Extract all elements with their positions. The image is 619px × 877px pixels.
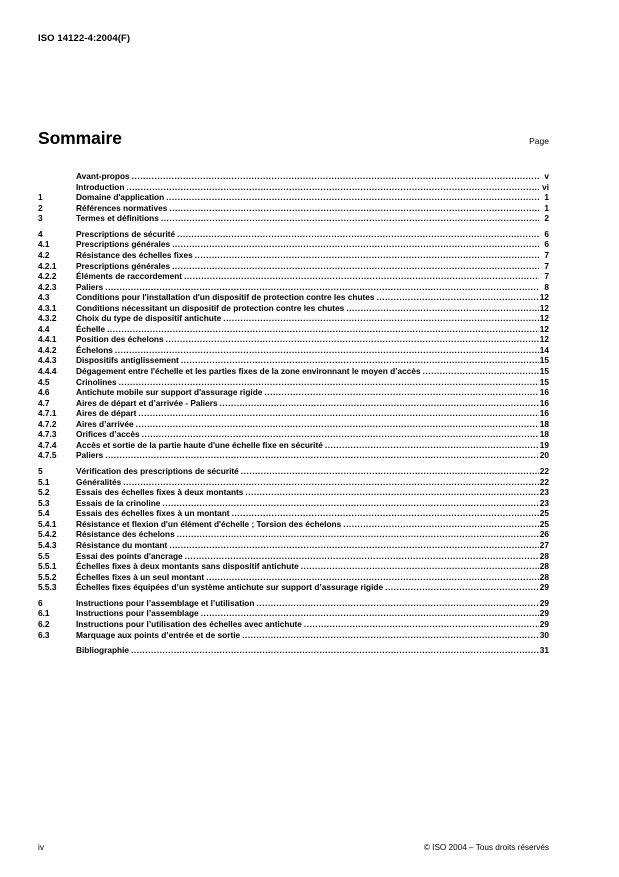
toc-entry-page-number: 8 <box>544 281 549 292</box>
toc-entry[interactable] <box>38 171 549 182</box>
toc-entry-title: Échelles fixes à deux montants sans dispositif antichute <box>76 561 299 572</box>
toc-entry-number: 4.7.2 <box>38 418 57 429</box>
toc-leader-dots <box>184 271 539 282</box>
toc-entry-page-number: 6 <box>544 228 549 239</box>
toc-entry[interactable] <box>38 250 549 261</box>
toc-entry-number: 5.2 <box>38 487 50 498</box>
toc-entry-number: 4.7.5 <box>38 450 57 461</box>
toc-entry-page-number: 18 <box>539 418 549 429</box>
toc-entry[interactable] <box>38 529 549 540</box>
toc-entry-number: 4.4.2 <box>38 344 57 355</box>
toc-leader-dots <box>220 398 539 409</box>
toc-entry-number: 4.3.2 <box>38 313 57 324</box>
toc-entry-page-number: 29 <box>539 582 549 593</box>
toc-entry-page-number: 15 <box>539 376 549 387</box>
toc-entry[interactable] <box>38 498 549 509</box>
toc-entry[interactable] <box>38 377 549 388</box>
toc-entry-page-number: v <box>544 171 549 181</box>
toc-entry-page-number: 14 <box>539 344 549 355</box>
toc-entry[interactable] <box>38 419 549 430</box>
toc-leader-dots <box>166 334 539 345</box>
toc-entry[interactable] <box>38 487 549 498</box>
toc-leader-dots <box>346 303 538 314</box>
toc-entry-page-number: 29 <box>539 608 549 619</box>
toc-leader-dots <box>169 203 539 214</box>
toc-leader-dots <box>172 239 539 250</box>
toc-entry[interactable] <box>38 345 549 356</box>
toc-entry-title: Essais des échelles fixes à deux montants <box>76 487 244 498</box>
page-column-header: Page <box>529 135 549 146</box>
toc-entry-title: Conditions pour l'installation d'un dispositif de protection contre les chutes <box>76 292 375 303</box>
toc-entry-title: Aires de départ <box>76 408 137 419</box>
toc-entry[interactable] <box>38 408 549 419</box>
toc-entry-page-number: 2 <box>544 213 549 224</box>
toc-entry-title: Crinolines <box>76 376 117 387</box>
toc-leader-dots <box>161 213 539 224</box>
toc-entry[interactable] <box>38 324 549 335</box>
toc-entry-page-number: 7 <box>544 250 549 261</box>
toc-entry-number: 5.5.3 <box>38 582 57 593</box>
toc-leader-dots <box>126 182 539 193</box>
toc-entry[interactable] <box>38 239 549 250</box>
toc-entry-title: Avant-propos <box>76 171 130 181</box>
toc-entry-title: Résistance des échelles fixes <box>76 250 193 261</box>
toc-entry[interactable] <box>38 213 549 224</box>
sommaire-title-row <box>38 130 549 148</box>
toc-entry-page-number: 28 <box>539 571 549 582</box>
toc-entry-title: Échelle <box>76 323 106 334</box>
toc-leader-dots <box>185 551 539 562</box>
toc-entry[interactable] <box>38 282 549 293</box>
toc-entry[interactable] <box>38 303 549 314</box>
toc-entry-page-number: 7 <box>544 271 549 282</box>
toc-entry-number: 6.2 <box>38 618 50 629</box>
toc-entry[interactable] <box>38 450 549 461</box>
toc-entry-title: Dégagement entre l'échelle et les parties fixes de la zone environnant le moyen d’accès <box>76 366 421 377</box>
toc-entry-title: Accès et sortie de la partie haute d'une échelle fixe en sécurité <box>76 439 323 450</box>
toc-entry-page-number: 30 <box>539 629 549 640</box>
toc-entry-title: Prescriptions de sécurité <box>76 228 176 239</box>
toc-entry-title: Références normatives <box>76 202 168 213</box>
toc-entry[interactable] <box>38 561 549 572</box>
toc-leader-dots <box>166 192 539 203</box>
toc-entry-number: 4.2 <box>38 250 50 261</box>
toc-entry-number: 5.3 <box>38 497 50 508</box>
toc-entry-page-number: 12 <box>539 334 549 345</box>
toc-entry-title: Conditions nécessitant un dispositif de protection contre les chutes <box>76 302 345 313</box>
toc-leader-dots <box>105 282 539 293</box>
toc-entry-number: 6 <box>38 597 43 608</box>
toc-entry-title: Termes et définitions <box>76 213 159 224</box>
toc-entry[interactable] <box>38 313 549 324</box>
toc-entry-page-number: 27 <box>539 539 549 550</box>
toc-entry-number: 6.1 <box>38 608 50 619</box>
toc-entry-title: Résistance et flexion d'un élément d'échelle ; Torsion des échelons <box>76 518 342 529</box>
toc-entry-page-number: 29 <box>539 618 549 629</box>
toc-entry-page-number: 18 <box>539 429 549 440</box>
toc-leader-dots <box>232 508 539 519</box>
toc-leader-dots <box>123 477 539 488</box>
toc-entry-number: 4.4.1 <box>38 334 57 345</box>
toc-entry-title: Échelons <box>76 344 113 355</box>
toc-entry-page-number: 1 <box>544 202 549 213</box>
toc-leader-dots <box>304 619 539 630</box>
toc-entry-number: 4.2.2 <box>38 271 57 282</box>
footer-copyright: © ISO 2004 – Tous droits réservés <box>423 843 549 852</box>
toc-entry-number: 6.3 <box>38 629 50 640</box>
toc-entry-page-number: 22 <box>539 466 549 477</box>
toc-entry-number: 4.2.3 <box>38 281 57 292</box>
toc-entry[interactable] <box>38 182 549 193</box>
toc-entry-number: 4.6 <box>38 387 50 398</box>
toc-leader-dots <box>132 171 539 182</box>
toc-entry-page-number: 28 <box>539 561 549 572</box>
toc-leader-dots <box>115 345 539 356</box>
toc-entry-number: 5.5.1 <box>38 561 57 572</box>
toc-entry[interactable] <box>38 334 549 345</box>
toc-entry-page-number: 23 <box>539 497 549 508</box>
toc-leader-dots <box>325 440 539 451</box>
toc-entry-number: 5.4 <box>38 508 50 519</box>
toc-entry-page-number: 26 <box>539 529 549 540</box>
page-title: Sommaire <box>38 128 122 148</box>
toc-entry-page-number: 16 <box>539 397 549 408</box>
toc-entry-number: 1 <box>38 192 43 203</box>
toc-leader-dots <box>301 561 539 572</box>
toc-entry-page-number: 6 <box>544 239 549 250</box>
toc-entry[interactable] <box>38 598 549 609</box>
toc-entry-number: 5.1 <box>38 476 50 487</box>
page-footer <box>38 843 549 852</box>
toc-entry[interactable] <box>38 477 549 488</box>
toc-entry-title: Paliers <box>76 450 104 461</box>
toc-entry-number: 4.3.1 <box>38 302 57 313</box>
toc-entry-page-number: 19 <box>539 439 549 450</box>
toc-leader-dots <box>206 572 539 583</box>
toc-entry-page-number: 22 <box>539 476 549 487</box>
toc-entry[interactable] <box>38 572 549 583</box>
toc-entry-title: Orifices d’accès <box>76 429 140 440</box>
toc-leader-dots <box>242 630 539 641</box>
toc-entry-title: Aires de départ et d’arrivée - Paliers <box>76 397 218 408</box>
toc-entry-title: Introduction <box>76 181 125 192</box>
toc-leader-dots <box>201 608 539 619</box>
toc-entry-title: Généralités <box>76 476 122 487</box>
toc-entry-number: 4 <box>38 228 43 239</box>
toc-entry-page-number: 16 <box>539 408 549 419</box>
toc-entry-title: Antichute mobile sur support d'assurage rigide <box>76 387 263 398</box>
toc-entry-page-number: vi <box>542 181 549 192</box>
toc-entry-title: Prescriptions générales <box>76 239 171 250</box>
toc-entry-number: 4.7.3 <box>38 429 57 440</box>
footer-page-number: iv <box>38 843 44 852</box>
toc-entry[interactable] <box>38 519 549 530</box>
toc-entry-title: Position des échelons <box>76 334 164 345</box>
toc-entry-title: Résistance du montant <box>76 539 168 550</box>
toc-leader-dots <box>162 498 538 509</box>
toc-entry[interactable] <box>38 608 549 619</box>
toc-entry-title: Instructions pour l’assemblage <box>76 608 199 619</box>
toc-entry[interactable] <box>38 229 549 240</box>
toc-leader-dots <box>245 487 538 498</box>
toc-entry-page-number: 25 <box>539 508 549 519</box>
toc-entry-page-number: 12 <box>539 292 549 303</box>
toc-entry[interactable] <box>38 261 549 272</box>
toc-entry-title: Essai des points d'ancrage <box>76 550 183 561</box>
toc-entry-title: Éléments de raccordement <box>76 271 183 282</box>
toc-entry[interactable] <box>38 203 549 214</box>
toc-entry-title: Vérification des prescriptions de sécurité <box>76 466 239 477</box>
toc-entry-page-number: 28 <box>539 550 549 561</box>
toc-entry-title: Essais des échelles fixes à un montant <box>76 508 230 519</box>
toc-entry-page-number: 31 <box>539 645 549 656</box>
toc-entry[interactable] <box>38 292 549 303</box>
toc-entry[interactable] <box>38 440 549 451</box>
toc-leader-dots <box>131 645 539 656</box>
toc-leader-dots <box>177 529 539 540</box>
toc-entry[interactable] <box>38 582 549 593</box>
toc-entry-title: Instructions pour l’assemblage et l’utilisation <box>76 597 255 608</box>
toc-entry-title: Choix du type de dispositif antichute <box>76 313 222 324</box>
toc-entry-title: Bibliographie <box>76 645 130 656</box>
toc-entry-title: Instructions pour l’utilisation des échelles avec antichute <box>76 618 302 629</box>
toc-leader-dots <box>105 450 539 461</box>
toc-entry-number: 4.7 <box>38 397 50 408</box>
toc-entry[interactable] <box>38 366 549 377</box>
toc-entry-number: 4.4.3 <box>38 355 57 366</box>
toc-leader-dots <box>195 250 539 261</box>
toc-leader-dots <box>223 313 539 324</box>
toc-entry[interactable] <box>38 540 549 551</box>
toc-leader-dots <box>142 429 539 440</box>
toc-entry-number: 5.4.1 <box>38 518 57 529</box>
toc-entry-title: Domaine d'application <box>76 192 165 203</box>
toc-leader-dots <box>136 419 539 430</box>
toc-entry-number: 4.2.1 <box>38 260 57 271</box>
toc-entry-number: 4.4.4 <box>38 366 57 377</box>
toc-entry-title: Aires d’arrivée <box>76 418 134 429</box>
toc-leader-dots <box>107 324 539 335</box>
toc-entry-number: 5.5.2 <box>38 571 57 582</box>
toc-entry[interactable] <box>38 355 549 366</box>
table-of-contents <box>38 171 549 656</box>
toc-leader-dots <box>343 519 539 530</box>
toc-entry-page-number: 12 <box>539 302 549 313</box>
toc-entry-number: 5 <box>38 466 43 477</box>
document-header-reference: ISO 14122-4:2004(F) <box>38 33 131 44</box>
toc-entry-page-number: 16 <box>539 387 549 398</box>
toc-entry-title: Échelles fixes à un seul montant <box>76 571 205 582</box>
toc-entry-title: Dispositifs antiglissement <box>76 355 179 366</box>
toc-entry-page-number: 7 <box>544 260 549 271</box>
toc-leader-dots <box>169 540 538 551</box>
toc-entry-title: Échelles fixes équipées d’un système antichute sur support d’assurage rigide <box>76 582 384 593</box>
toc-entry[interactable] <box>38 398 549 409</box>
toc-entry-title: Prescriptions générales <box>76 260 171 271</box>
toc-leader-dots <box>119 377 539 388</box>
toc-entry-number: 4.7.1 <box>38 408 57 419</box>
toc-entry-title: Essais de la crinoline <box>76 497 161 508</box>
toc-entry[interactable] <box>38 630 549 641</box>
toc-entry-page-number: 12 <box>539 323 549 334</box>
toc-entry[interactable] <box>38 466 549 477</box>
toc-entry-number: 4.1 <box>38 239 50 250</box>
toc-leader-dots <box>241 466 539 477</box>
toc-entry-number: 5.4.2 <box>38 529 57 540</box>
toc-entry-page-number: 12 <box>539 313 549 324</box>
toc-entry-number: 5.5 <box>38 550 50 561</box>
toc-entry[interactable] <box>38 192 549 203</box>
toc-entry-title: Résistance des échelons <box>76 529 175 540</box>
toc-entry-title: Marquage aux points d’entrée et de sortie <box>76 629 241 640</box>
toc-entry-number: 3 <box>38 213 43 224</box>
toc-entry-title: Paliers <box>76 281 104 292</box>
toc-leader-dots <box>177 229 539 240</box>
toc-entry-page-number: 25 <box>539 518 549 529</box>
toc-entry-number: 5.4.3 <box>38 539 57 550</box>
toc-leader-dots <box>423 366 539 377</box>
toc-entry-number: 4.3 <box>38 292 50 303</box>
toc-leader-dots <box>256 598 538 609</box>
toc-leader-dots <box>377 292 539 303</box>
toc-entry[interactable] <box>38 271 549 282</box>
toc-entry-page-number: 15 <box>539 366 549 377</box>
toc-entry[interactable] <box>38 508 549 519</box>
toc-entry-number: 4.4 <box>38 323 50 334</box>
toc-entry[interactable] <box>38 619 549 630</box>
toc-leader-dots <box>138 408 538 419</box>
toc-entry-page-number: 23 <box>539 487 549 498</box>
toc-leader-dots <box>264 387 538 398</box>
toc-entry-page-number: 15 <box>539 355 549 366</box>
toc-entry-number: 4.5 <box>38 376 50 387</box>
toc-entry-number: 2 <box>38 202 43 213</box>
toc-entry-page-number: 20 <box>539 450 549 461</box>
toc-entry[interactable] <box>38 429 549 440</box>
toc-entry-page-number: 1 <box>544 192 549 203</box>
toc-entry[interactable] <box>38 551 549 562</box>
toc-entry-number: 4.7.4 <box>38 439 57 450</box>
toc-entry[interactable] <box>38 645 549 656</box>
toc-leader-dots <box>385 582 539 593</box>
toc-entry-page-number: 29 <box>539 597 549 608</box>
toc-leader-dots <box>172 261 539 272</box>
toc-leader-dots <box>181 355 539 366</box>
toc-entry[interactable] <box>38 387 549 398</box>
